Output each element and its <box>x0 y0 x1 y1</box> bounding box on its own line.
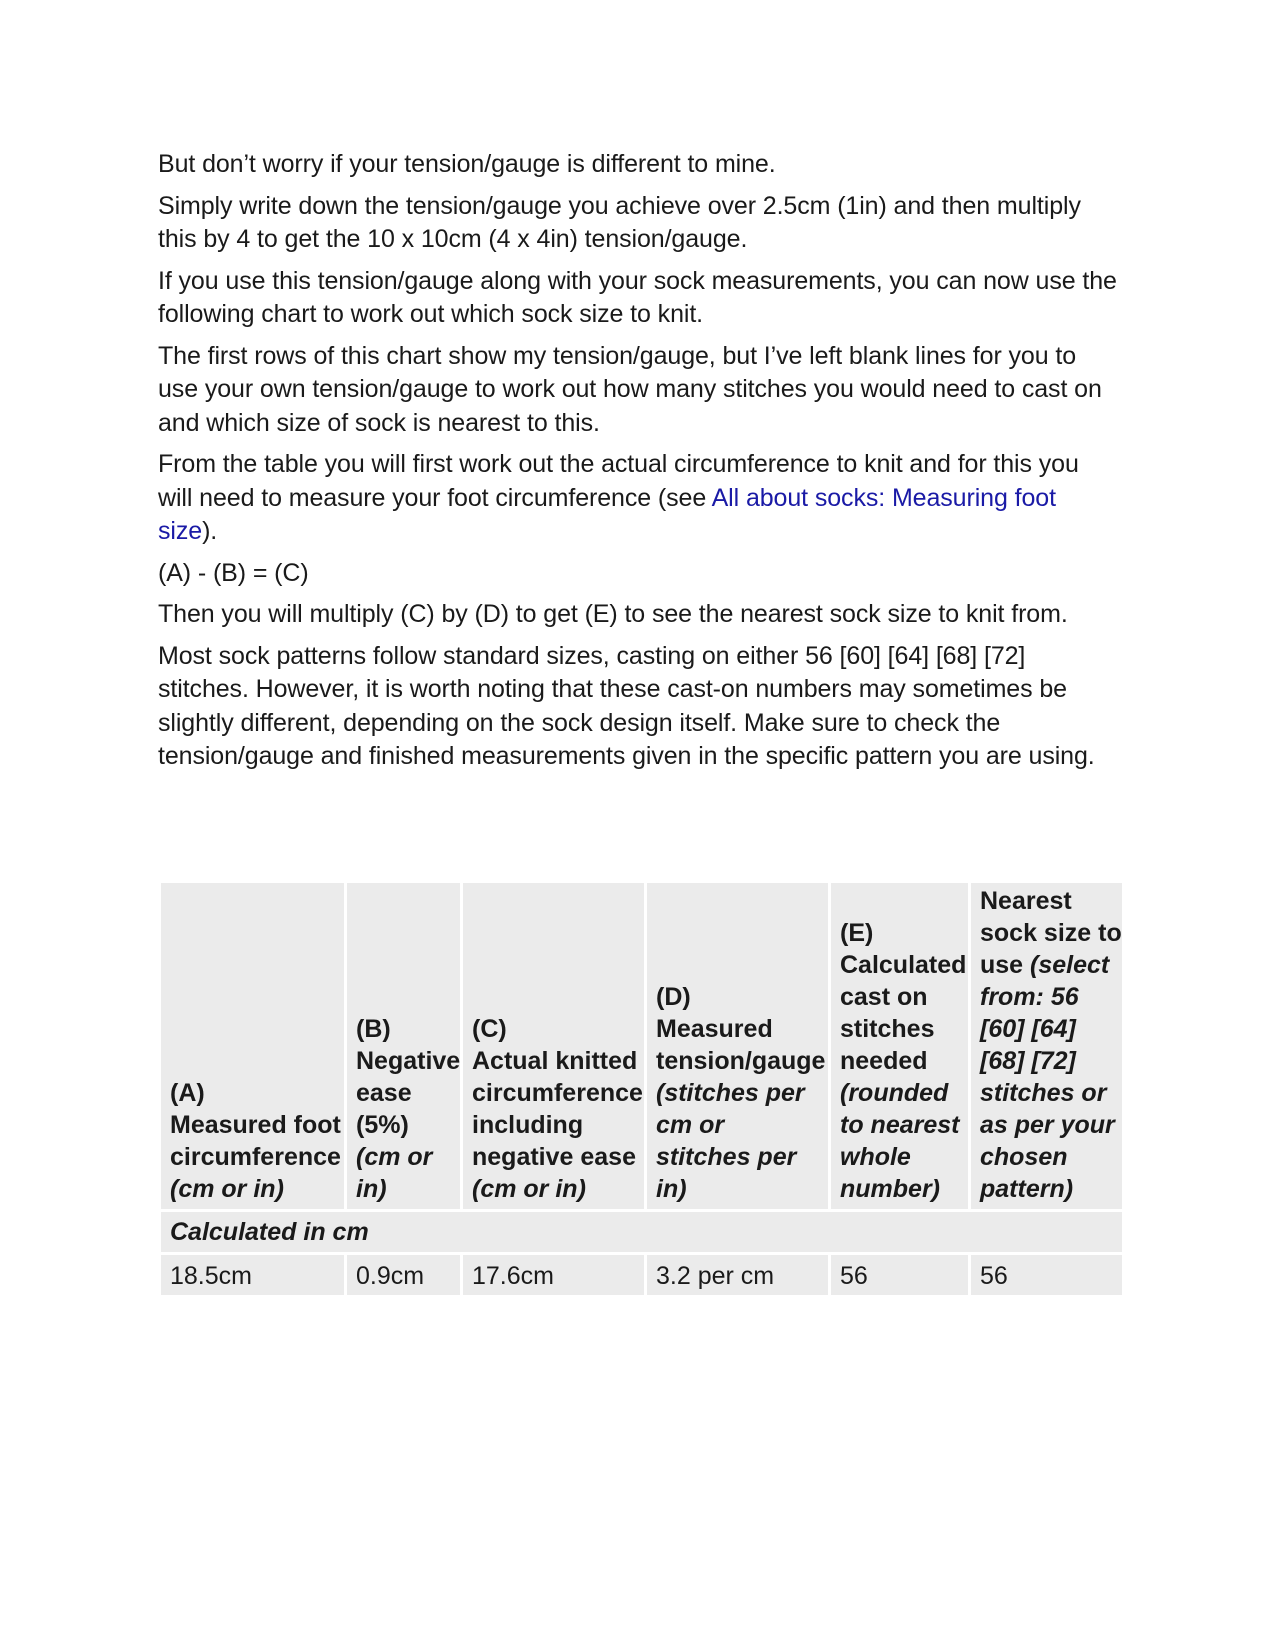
column-header-e <box>831 883 968 1209</box>
sock-size-table <box>158 880 1125 1298</box>
header-note: (stitches per cm or stitches per in) <box>656 1079 805 1203</box>
table-section-row <box>161 1212 1122 1252</box>
paragraph-multiply: Then you will multiply (C) by (D) to get (E) to see the nearest sock size to knit from. <box>158 600 1068 628</box>
header-note: (cm or in) <box>356 1143 433 1203</box>
header-title: Measured foot circumference <box>170 1111 341 1171</box>
section-label-calculated-cm: Calculated in cm <box>161 1212 1122 1252</box>
table-header-row <box>161 883 1122 1209</box>
cell-knitted-circumference: 17.6cm <box>463 1255 644 1295</box>
table-row <box>161 1255 1122 1295</box>
paragraph-formula: (A) - (B) = (C) <box>158 558 309 587</box>
paragraph-write-down-tension: Simply write down the tension/gauge you achieve over 2.5cm (1in) and then multiply this by 4 to get the 10 x 10cm (4 x 4in) tension/gauge. <box>158 191 1081 253</box>
header-label: (E) <box>840 919 874 947</box>
header-note: (rounded to nearest whole number) <box>840 1079 960 1203</box>
header-title: Calculated cast on stitches needed <box>840 951 967 1075</box>
paragraph-use-chart: If you use this tension/gauge along with your sock measurements, you can now use the following chart to work out which sock size to knit. <box>158 266 1117 328</box>
column-header-d <box>647 883 828 1209</box>
header-label: (B) <box>356 1015 391 1043</box>
header-note: (select from: 56 [60] [64] [68] [72] stitches or as per your chosen pattern) <box>980 951 1115 1203</box>
header-label: (C) <box>472 1015 507 1043</box>
header-title: Measured tension/gauge <box>656 1015 826 1075</box>
header-title: Actual knitted circumference including negative ease <box>472 1047 643 1171</box>
column-header-c <box>463 883 644 1209</box>
cell-nearest-size: 56 <box>971 1255 1122 1295</box>
paragraph-blank-lines: The first rows of this chart show my tension/gauge, but I’ve left blank lines for you to use your own tension/gauge to work out how many stitches you would need to cast on and which size of sock is nearest to this. <box>158 341 1102 437</box>
header-note: (cm or in) <box>170 1175 284 1203</box>
paragraph-text: From the table you will first work out the actual circumference to knit and for this you will need to measure your foot circumference (see <box>158 450 1079 512</box>
cell-negative-ease: 0.9cm <box>347 1255 460 1295</box>
header-title: Negative ease (5%) <box>356 1047 461 1139</box>
link-measuring-foot-size[interactable]: All about socks: Measuring foot size <box>158 483 1056 545</box>
paragraph-standard-sizes: Most sock patterns follow standard sizes, casting on either 56 [60] [64] [68] [72] stitches. However, it is worth noting that these cast-on numbers may sometimes be slightly different, depending on the sock design itself. Make sure to check the tension/gauge and finished measurements given in the specific pattern you are using. <box>158 641 1095 770</box>
column-header-b <box>347 883 460 1209</box>
document-body <box>158 148 1118 782</box>
cell-tension-gauge: 3.2 per cm <box>647 1255 828 1295</box>
header-title: Nearest sock size to use <box>980 887 1122 979</box>
cell-calculated-stitches: 56 <box>831 1255 968 1295</box>
column-header-nearest-size <box>971 883 1122 1209</box>
paragraph-text: ). <box>202 517 218 545</box>
paragraph-measure-circumference <box>158 448 1118 549</box>
header-label: (D) <box>656 983 691 1011</box>
paragraph-tension-difference: But don’t worry if your tension/gauge is different to mine. <box>158 150 776 178</box>
column-header-a <box>161 883 344 1209</box>
header-note: (cm or in) <box>472 1175 586 1203</box>
header-label: (A) <box>170 1079 205 1107</box>
cell-foot-circumference: 18.5cm <box>161 1255 344 1295</box>
